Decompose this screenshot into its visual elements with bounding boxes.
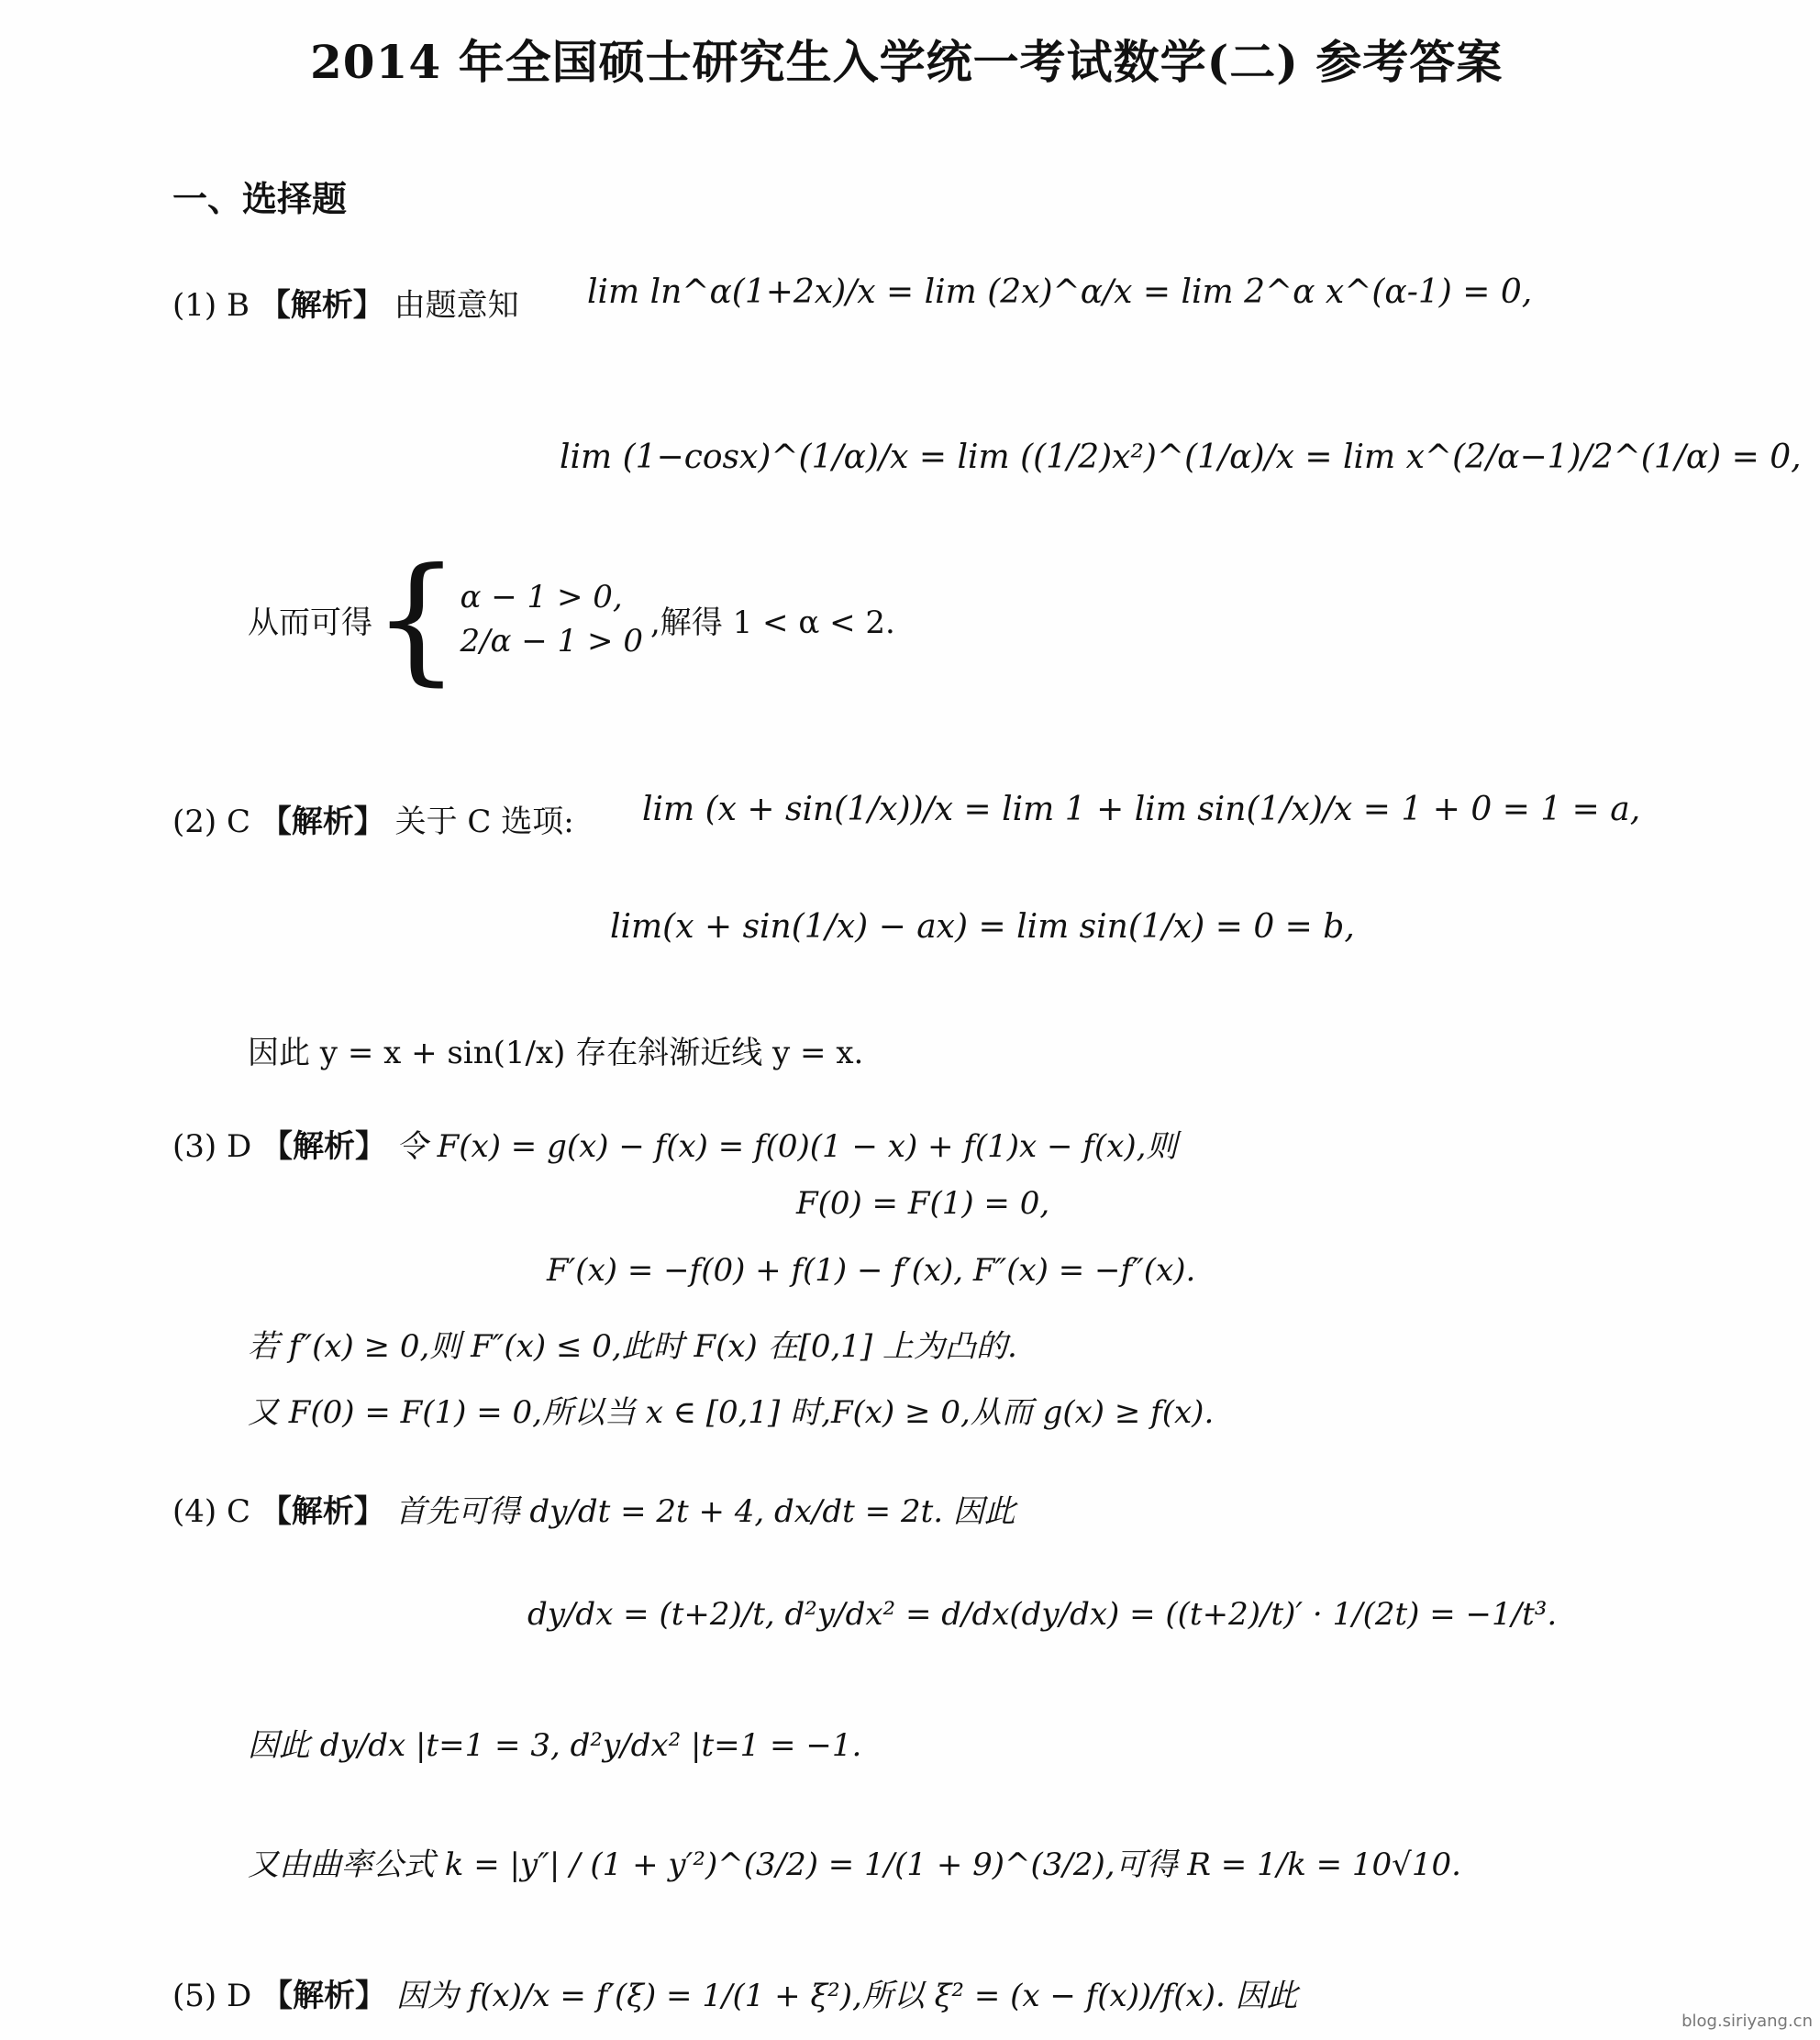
q3-line-4: 若 f″(x) ≥ 0,则 F″(x) ≤ 0,此时 F(x) 在[0,1] 上为凸的. bbox=[248, 1328, 1017, 1365]
q3-header bbox=[172, 1121, 1177, 1166]
q1-condition-system bbox=[460, 579, 643, 660]
q2-equation-2: lim(x + sin(1/x) − ax) = lim sin(1/x) = 0 = b, bbox=[610, 908, 1355, 946]
q2-conclusion: 因此 y = x + sin(1/x) 存在斜渐近线 y = x. bbox=[248, 1035, 864, 1071]
q2-lead: 关于 C 选项: bbox=[394, 804, 574, 840]
q5-line-1: 因为 f(x)/x = f′(ξ) = 1/(1 + ξ²),所以 ξ² = (x − f(x))/f(x). 因此 bbox=[395, 1978, 1298, 2014]
q4-header bbox=[172, 1486, 1015, 1531]
q1-equation-2: lim (1−cosx)^(1/α)/x = lim ((1/2)x²)^(1/α)/x = lim x^(2/α−1)/2^(1/α) = 0, bbox=[560, 438, 1802, 476]
q3-analysis-tag: 【解析】 bbox=[261, 1128, 387, 1165]
q1-equation-1: lim ln^α(1+2x)/x = lim (2x)^α/x = lim 2^α x^(α-1) = 0, bbox=[587, 273, 1533, 311]
q3-line-3: F′(x) = −f(0) + f(1) − f′(x), F″(x) = −f″(x). bbox=[547, 1252, 1196, 1289]
q3-line-1: 令 F(x) = g(x) − f(x) = f(0)(1 − x) + f(1)x − f(x),则 bbox=[395, 1128, 1178, 1165]
q5-analysis-tag: 【解析】 bbox=[261, 1978, 387, 2014]
q2-equation-1: lim (x + sin(1/x))/x = lim 1 + lim sin(1/x)/x = 1 + 0 = 1 = a, bbox=[642, 791, 1641, 828]
q1-header bbox=[172, 280, 519, 325]
q1-result: ,解得 1 < α < 2. bbox=[649, 604, 895, 641]
q1-condition-block bbox=[248, 539, 895, 699]
q2-analysis-tag: 【解析】 bbox=[260, 804, 385, 840]
page-title: 2014 年全国硕士研究生入学统一考试数学(二) 参考答案 bbox=[310, 35, 1504, 89]
brace-icon: { bbox=[372, 539, 461, 699]
q1-condition-lead: 从而可得 bbox=[248, 604, 372, 641]
q5-label: (5) D bbox=[172, 1978, 252, 2014]
q4-line-1: 首先可得 dy/dt = 2t + 4, dx/dt = 2t. 因此 bbox=[394, 1493, 1015, 1530]
q1-lead: 由题意知 bbox=[394, 287, 519, 324]
q1-condition-2: 2/α − 1 > 0 bbox=[460, 623, 643, 660]
section-heading: 一、选择题 bbox=[172, 178, 348, 219]
q4-analysis-tag: 【解析】 bbox=[260, 1493, 385, 1530]
q3-line-2: F(0) = F(1) = 0, bbox=[796, 1185, 1050, 1222]
watermark: blog.siriyang.cn bbox=[1681, 2012, 1813, 2031]
q4-line-2: dy/dx = (t+2)/t, d²y/dx² = d/dx(dy/dx) = ((t+2)/t)′ · 1/(2t) = −1/t³. bbox=[527, 1596, 1558, 1633]
q1-analysis-tag: 【解析】 bbox=[259, 287, 384, 324]
q4-label: (4) C bbox=[172, 1493, 250, 1530]
q2-label: (2) C bbox=[172, 804, 250, 840]
q1-condition-1: α − 1 > 0, bbox=[460, 579, 623, 615]
q4-line-3: 因此 dy/dx |t=1 = 3, d²y/dx² |t=1 = −1. bbox=[248, 1727, 862, 1764]
q4-line-4: 又由曲率公式 k = |y″| / (1 + y′²)^(3/2) = 1/(1 + 9)^(3/2),可得 R = 1/k = 10√10. bbox=[248, 1846, 1461, 1883]
q1-label: (1) B bbox=[172, 287, 250, 324]
q5-header bbox=[172, 1970, 1298, 2015]
q2-header bbox=[172, 796, 574, 841]
q3-line-5: 又 F(0) = F(1) = 0,所以当 x ∈ [0,1] 时,F(x) ≥ 0,从而 g(x) ≥ f(x). bbox=[248, 1394, 1215, 1431]
q3-label: (3) D bbox=[172, 1128, 252, 1165]
